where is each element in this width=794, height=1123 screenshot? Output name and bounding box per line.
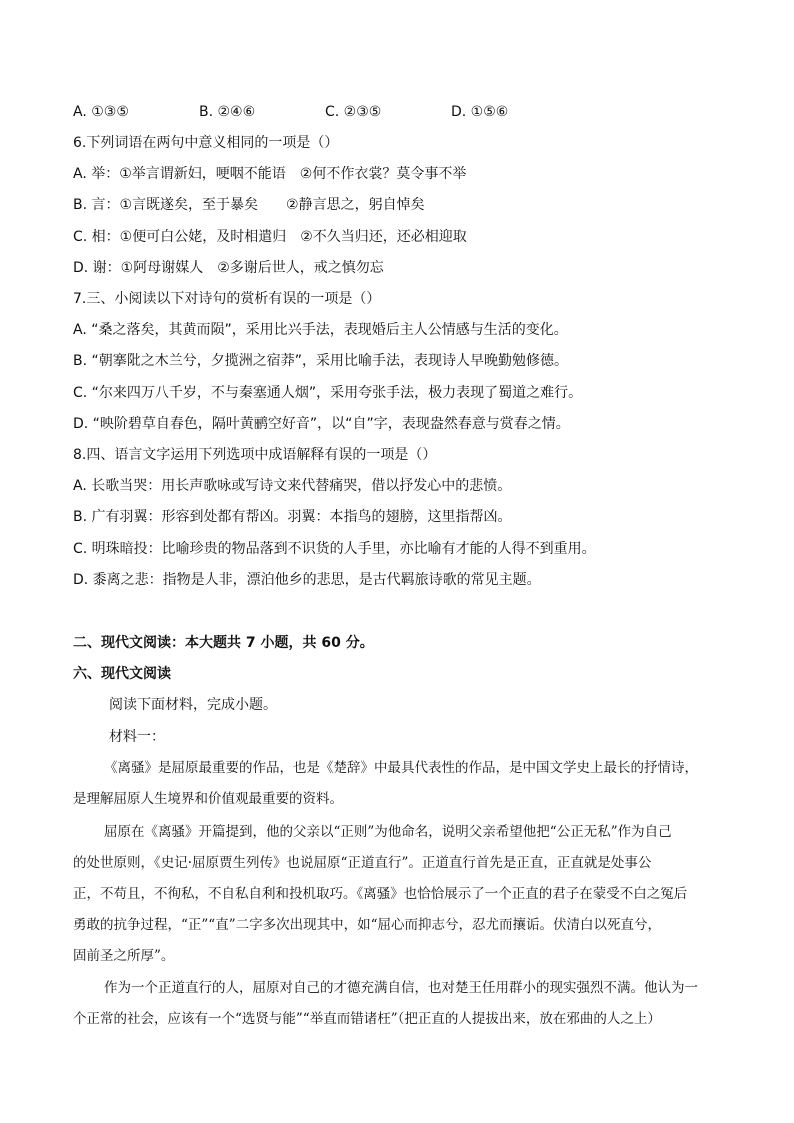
paragraph-line: 勇敢的抗争过程，“正”“直”二字多次出现其中，如“屈心而抑志兮，忍尤而攘诟。伏清白以死直兮， <box>73 917 662 933</box>
paragraph-line: 《离骚》是屈原最重要的作品，也是《楚辞》中最具代表性的作品，是中国文学史上最长的抒情诗， <box>104 760 698 776</box>
subsection-heading: 六、现代文阅读 <box>73 666 171 682</box>
material-label: 材料一： <box>109 729 165 745</box>
q5-option-a: A. ①③⑤ <box>73 104 129 120</box>
q8-option-c: C. 明珠暗投：比喻珍贵的物品落到不识货的人手里，亦比喻有才能的人得不到重用。 <box>73 541 596 557</box>
paragraph-line: 屈原在《离骚》开篇提到，他的父亲以“正则”为他命名，说明父亲希望他把“公正无私”作为自己 <box>104 824 672 840</box>
q7-option-b: B. “朝搴阰之木兰兮，夕揽洲之宿莽”，采用比喻手法，表现诗人早晚勤勉修德。 <box>73 353 569 369</box>
q5-options <box>73 102 733 122</box>
paragraph-line: 个正常的社会，应该有一个“选贤与能”“举直而错诸枉”（把正直的人提拔出来，放在邪曲的人之上） <box>73 1011 661 1027</box>
q6-stem: 6.下列词语在两句中意义相同的一项是（） <box>73 135 339 151</box>
paragraph-line: 作为一个正道直行的人，屈原对自己的才德充满自信，也对楚王任用群小的现实强烈不满。他认为一 <box>104 980 698 996</box>
paragraph-line: 是理解屈原人生境界和价值观最重要的资料。 <box>73 791 343 807</box>
q8-option-b: B. 广有羽翼：形容到处都有帮凶。羽翼：本指鸟的翅膀，这里指帮凶。 <box>73 509 512 525</box>
q5-option-b: B. ②④⑥ <box>199 104 256 120</box>
q7-option-d: D. “映阶碧草自春色，隔叶黄鹂空好音”，以“自”字，表现盎然春意与赏春之情。 <box>73 416 570 432</box>
q5-option-d: D. ①⑤⑥ <box>451 104 509 120</box>
paragraph-line: 的处世原则，《史记·屈原贾生列传》也说屈原“正道直行”。正道直行首先是正直，正直就是处事公 <box>73 855 652 871</box>
q8-option-a: A. 长歌当哭：用长声歌咏或写诗文来代替痛哭，借以抒发心中的悲愤。 <box>73 478 512 494</box>
q6-option-d: D. 谢：①阿母谢媒人 ②多谢后世人，戒之慎勿忘 <box>73 260 384 276</box>
section-heading: 二、现代文阅读：本大题共 7 小题，共 60 分。 <box>73 635 374 651</box>
paragraph-line: 固前圣之所厚”。 <box>73 948 175 964</box>
q7-option-c: C. “尔来四万八千岁，不与秦塞通人烟”，采用夸张手法，极力表现了蜀道之难行。 <box>73 385 583 401</box>
q6-option-c: C. 相：①便可白公姥，及时相遣归 ②不久当归还，还必相迎取 <box>73 229 467 245</box>
q8-option-d: D. 黍离之悲：指物是人非，漂泊他乡的悲思，是古代羁旅诗歌的常见主题。 <box>73 572 541 588</box>
q7-stem: 7.三、小阅读以下对诗句的赏析有误的一项是（） <box>73 291 381 307</box>
q6-option-b: B. 言：①言既遂矣，至于暴矣 ②静言思之，躬自悼矣 <box>73 197 425 213</box>
reading-instruction: 阅读下面材料，完成小题。 <box>109 697 277 713</box>
q6-option-a: A. 举：①举言谓新妇，哽咽不能语 ②何不作衣裳？莫令事不举 <box>73 166 467 182</box>
q7-option-a: A. “桑之落矣，其黄而陨”，采用比兴手法，表现婚后主人公情感与生活的变化。 <box>73 322 568 338</box>
q5-option-c: C. ②③⑤ <box>325 104 382 120</box>
paragraph-line: 正，不苟且，不徇私，不自私自利和投机取巧。《离骚》也恰恰展示了一个正直的君子在蒙受不白之冤后 <box>73 886 688 902</box>
q8-stem: 8.四、语言文字运用下列选项中成语解释有误的一项是（） <box>73 447 437 463</box>
